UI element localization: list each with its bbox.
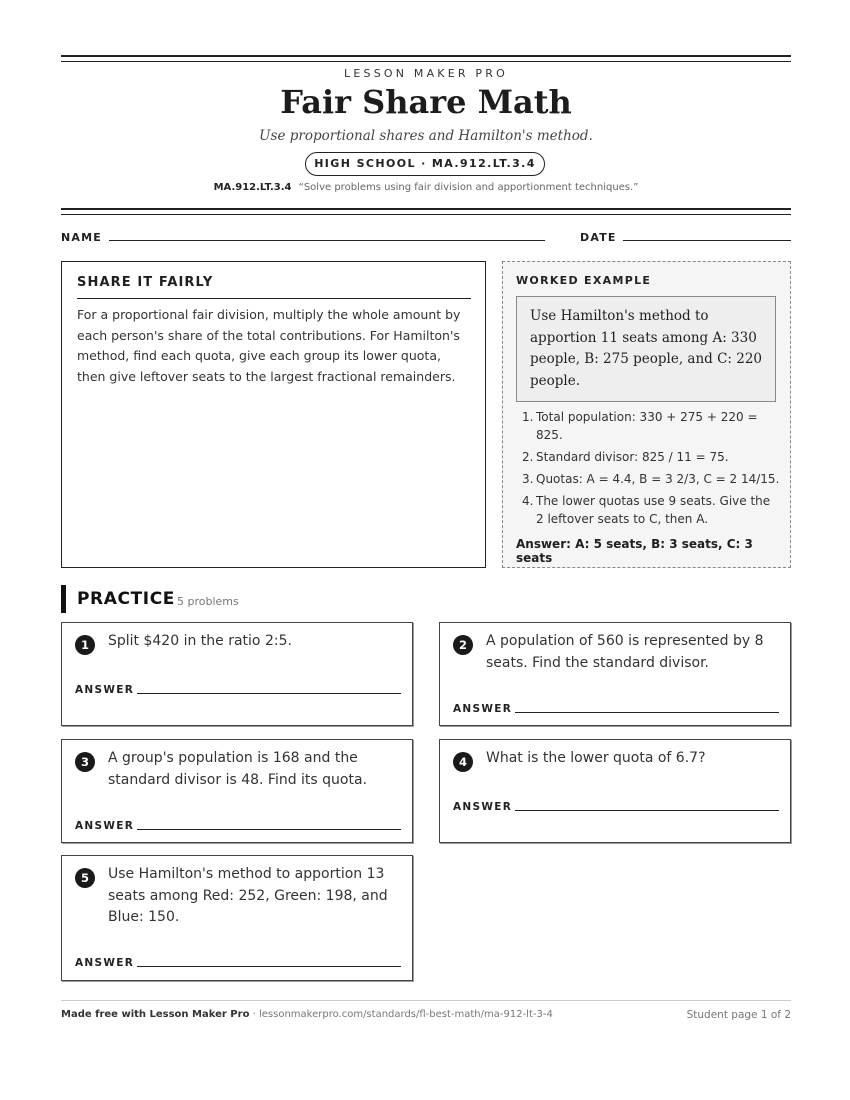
footer-made-with: Made free with Lesson Maker Pro [61,1009,250,1020]
problem-text: What is the lower quota of 6.7? [486,750,706,766]
practice-problem-card [61,739,413,843]
practice-count: 5 problems [177,595,239,608]
step-number: 2. [522,450,534,464]
standard-code: MA.912.LT.3.4 [213,182,292,193]
worked-example-steps [516,408,780,532]
worked-example-heading: WORKED EXAMPLE [516,274,652,287]
footer-page-info: Student page 1 of 2 [686,1009,791,1021]
worked-example-panel [502,261,791,568]
practice-problem-card [439,739,791,843]
problem-text: A group's population is 168 and the standard divisor is 48. Find its quota. [108,750,368,788]
worked-example-problem: Use Hamilton's method to apportion 11 seats among A: 330 people, B: 275 people, and C: 220 people. [516,296,776,402]
standard-line [61,182,791,193]
header-bottom-rule [61,208,791,215]
answer-line[interactable] [137,966,401,967]
footer-url[interactable]: · lessonmakerpro.com/standards/fl-best-math/ma-912-lt-3-4 [249,1009,553,1020]
problem-number-badge: 1 [75,635,95,655]
step-text: Standard divisor: 825 / 11 = 75. [536,450,729,464]
step-text: The lower quotas use 9 seats. Give the 2 leftover seats to C, then A. [536,494,771,526]
step-number: 3. [522,472,534,486]
practice-title: PRACTICE [77,589,175,609]
practice-accent-bar [61,585,66,613]
problem-number-badge: 2 [453,635,473,655]
answer-label: ANSWER [453,703,513,715]
header-top-rule [61,55,791,62]
answer-line[interactable] [137,829,401,830]
step-number: 1. [522,410,534,424]
answer-label: ANSWER [75,957,135,969]
name-label: NAME [61,231,102,244]
footer-rule [61,1000,791,1001]
problem-text: Split $420 in the ratio 2:5. [108,633,292,649]
practice-problem-card [61,855,413,981]
level-badge: HIGH SCHOOL · MA.912.LT.3.4 [305,152,545,176]
problem-number-badge: 4 [453,752,473,772]
problem-number-badge: 3 [75,752,95,772]
student-fields [61,229,791,245]
worksheet-title: Fair Share Math [280,83,572,121]
step-text: Quotas: A = 4.4, B = 3 2/3, C = 2 14/15. [536,472,780,486]
lesson-heading: SHARE IT FAIRLY [77,275,471,299]
worked-step [516,470,780,488]
step-number: 4. [522,494,534,508]
footer-credit [61,1009,553,1020]
answer-label: ANSWER [75,820,135,832]
practice-problem-card [439,622,791,726]
worksheet-subtitle: Use proportional shares and Hamilton's method. [259,128,593,144]
worked-step [516,448,780,466]
answer-line[interactable] [515,810,779,811]
step-text: Total population: 330 + 275 + 220 = 825. [536,410,758,442]
problem-number-badge: 5 [75,868,95,888]
answer-line[interactable] [515,712,779,713]
problem-text: A population of 560 is represented by 8 seats. Find the standard divisor. [486,633,764,671]
answer-label: ANSWER [75,684,135,696]
worked-step [516,492,780,528]
problem-text: Use Hamilton's method to apportion 13 seats among Red: 252, Green: 198, and Blue: 150. [108,866,388,925]
lesson-panel [61,261,486,568]
worked-step [516,408,780,444]
date-label: DATE [580,231,617,244]
date-field-line[interactable] [623,240,791,241]
answer-line[interactable] [137,693,401,694]
brand-name: LESSON MAKER PRO [344,67,508,80]
worked-example-answer: Answer: A: 5 seats, B: 3 seats, C: 3 seats [516,537,753,565]
lesson-body: For a proportional fair division, multiply the whole amount by each person's share of the total contributions. For Hamilton's method, find each quota, give each group its lower quota, then give leftover seats to the largest fractional remainders. [77,307,461,384]
name-field-line[interactable] [109,240,545,241]
answer-label: ANSWER [453,801,513,813]
standard-text: “Solve problems using fair division and apportionment techniques.” [298,182,639,193]
practice-problem-card [61,622,413,726]
